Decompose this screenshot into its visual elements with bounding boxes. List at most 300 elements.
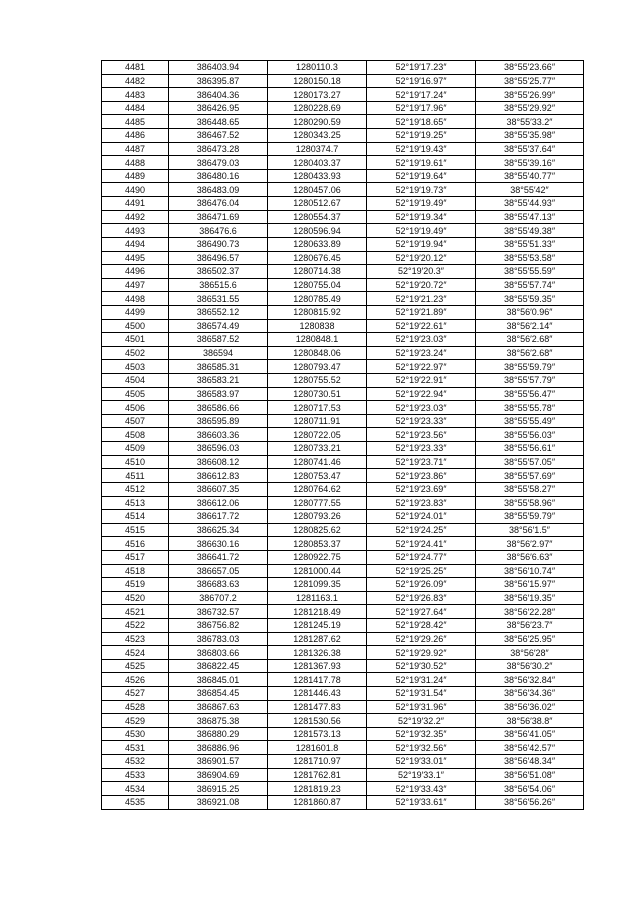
point-number-cell: 4527 bbox=[102, 687, 169, 701]
y-coordinate-cell: 1281326.38 bbox=[268, 646, 367, 660]
table-row bbox=[102, 129, 584, 143]
x-coordinate-cell: 386845.01 bbox=[169, 673, 268, 687]
x-coordinate-cell: 386901.57 bbox=[169, 755, 268, 769]
table-row bbox=[102, 482, 584, 496]
x-coordinate-cell: 386630.16 bbox=[169, 537, 268, 551]
x-coordinate-cell: 386583.97 bbox=[169, 387, 268, 401]
coordinates-table-body bbox=[102, 61, 584, 810]
longitude-cell: 38°55′25.77″ bbox=[476, 74, 584, 88]
table-row bbox=[102, 605, 584, 619]
table-row bbox=[102, 741, 584, 755]
longitude-cell: 38°56′32.84″ bbox=[476, 673, 584, 687]
table-row bbox=[102, 469, 584, 483]
x-coordinate-cell: 386467.52 bbox=[169, 129, 268, 143]
point-number-cell: 4507 bbox=[102, 414, 169, 428]
x-coordinate-cell: 386480.16 bbox=[169, 169, 268, 183]
longitude-cell: 38°56′2.68″ bbox=[476, 333, 584, 347]
y-coordinate-cell: 1280717.53 bbox=[268, 401, 367, 415]
table-row bbox=[102, 646, 584, 660]
y-coordinate-cell: 1281477.83 bbox=[268, 700, 367, 714]
point-number-cell: 4489 bbox=[102, 169, 169, 183]
longitude-cell: 38°55′37.64″ bbox=[476, 142, 584, 156]
x-coordinate-cell: 386552.12 bbox=[169, 305, 268, 319]
y-coordinate-cell: 1280714.38 bbox=[268, 265, 367, 279]
point-number-cell: 4526 bbox=[102, 673, 169, 687]
table-row bbox=[102, 251, 584, 265]
longitude-cell: 38°56′54.06″ bbox=[476, 782, 584, 796]
latitude-cell: 52°19′31.96″ bbox=[367, 700, 476, 714]
latitude-cell: 52°19′23.56″ bbox=[367, 428, 476, 442]
point-number-cell: 4515 bbox=[102, 523, 169, 537]
table-row bbox=[102, 387, 584, 401]
y-coordinate-cell: 1281367.93 bbox=[268, 659, 367, 673]
latitude-cell: 52°19′23.33″ bbox=[367, 414, 476, 428]
latitude-cell: 52°19′23.03″ bbox=[367, 333, 476, 347]
point-number-cell: 4503 bbox=[102, 360, 169, 374]
point-number-cell: 4501 bbox=[102, 333, 169, 347]
y-coordinate-cell: 1280676.45 bbox=[268, 251, 367, 265]
longitude-cell: 38°55′40.77″ bbox=[476, 169, 584, 183]
y-coordinate-cell: 1280596.94 bbox=[268, 224, 367, 238]
table-row bbox=[102, 197, 584, 211]
x-coordinate-cell: 386476.04 bbox=[169, 197, 268, 211]
table-row bbox=[102, 687, 584, 701]
latitude-cell: 52°19′19.49″ bbox=[367, 197, 476, 211]
x-coordinate-cell: 386473.28 bbox=[169, 142, 268, 156]
y-coordinate-cell: 1280722.05 bbox=[268, 428, 367, 442]
latitude-cell: 52°19′33.43″ bbox=[367, 782, 476, 796]
point-number-cell: 4531 bbox=[102, 741, 169, 755]
y-coordinate-cell: 1281417.78 bbox=[268, 673, 367, 687]
y-coordinate-cell: 1281601.8 bbox=[268, 741, 367, 755]
y-coordinate-cell: 1281446.43 bbox=[268, 687, 367, 701]
longitude-cell: 38°56′0.96″ bbox=[476, 305, 584, 319]
point-number-cell: 4508 bbox=[102, 428, 169, 442]
point-number-cell: 4528 bbox=[102, 700, 169, 714]
latitude-cell: 52°19′21.23″ bbox=[367, 292, 476, 306]
y-coordinate-cell: 1280711.91 bbox=[268, 414, 367, 428]
longitude-cell: 38°55′59.35″ bbox=[476, 292, 584, 306]
y-coordinate-cell: 1280343.25 bbox=[268, 129, 367, 143]
longitude-cell: 38°56′38.8″ bbox=[476, 714, 584, 728]
table-row bbox=[102, 537, 584, 551]
x-coordinate-cell: 386583.21 bbox=[169, 374, 268, 388]
x-coordinate-cell: 386756.82 bbox=[169, 618, 268, 632]
x-coordinate-cell: 386612.83 bbox=[169, 469, 268, 483]
x-coordinate-cell: 386574.49 bbox=[169, 319, 268, 333]
point-number-cell: 4521 bbox=[102, 605, 169, 619]
x-coordinate-cell: 386595.89 bbox=[169, 414, 268, 428]
point-number-cell: 4504 bbox=[102, 374, 169, 388]
x-coordinate-cell: 386594 bbox=[169, 346, 268, 360]
latitude-cell: 52°19′23.86″ bbox=[367, 469, 476, 483]
point-number-cell: 4499 bbox=[102, 305, 169, 319]
longitude-cell: 38°55′55.49″ bbox=[476, 414, 584, 428]
point-number-cell: 4502 bbox=[102, 346, 169, 360]
table-row bbox=[102, 496, 584, 510]
x-coordinate-cell: 386471.69 bbox=[169, 210, 268, 224]
longitude-cell: 38°55′55.78″ bbox=[476, 401, 584, 415]
x-coordinate-cell: 386515.6 bbox=[169, 278, 268, 292]
point-number-cell: 4523 bbox=[102, 632, 169, 646]
x-coordinate-cell: 386404.36 bbox=[169, 88, 268, 102]
table-row bbox=[102, 455, 584, 469]
longitude-cell: 38°55′56.61″ bbox=[476, 442, 584, 456]
latitude-cell: 52°19′23.24″ bbox=[367, 346, 476, 360]
longitude-cell: 38°55′33.2″ bbox=[476, 115, 584, 129]
longitude-cell: 38°56′51.08″ bbox=[476, 768, 584, 782]
point-number-cell: 4529 bbox=[102, 714, 169, 728]
latitude-cell: 52°19′19.49″ bbox=[367, 224, 476, 238]
y-coordinate-cell: 1280512.67 bbox=[268, 197, 367, 211]
y-coordinate-cell: 1280741.46 bbox=[268, 455, 367, 469]
y-coordinate-cell: 1280433.93 bbox=[268, 169, 367, 183]
longitude-cell: 38°55′57.69″ bbox=[476, 469, 584, 483]
y-coordinate-cell: 1281530.56 bbox=[268, 714, 367, 728]
point-number-cell: 4505 bbox=[102, 387, 169, 401]
point-number-cell: 4487 bbox=[102, 142, 169, 156]
table-row bbox=[102, 414, 584, 428]
y-coordinate-cell: 1280753.47 bbox=[268, 469, 367, 483]
latitude-cell: 52°19′32.2″ bbox=[367, 714, 476, 728]
table-row bbox=[102, 360, 584, 374]
latitude-cell: 52°19′24.25″ bbox=[367, 523, 476, 537]
longitude-cell: 38°56′42.57″ bbox=[476, 741, 584, 755]
latitude-cell: 52°19′22.91″ bbox=[367, 374, 476, 388]
latitude-cell: 52°19′29.92″ bbox=[367, 646, 476, 660]
latitude-cell: 52°19′19.64″ bbox=[367, 169, 476, 183]
longitude-cell: 38°56′22.28″ bbox=[476, 605, 584, 619]
point-number-cell: 4485 bbox=[102, 115, 169, 129]
latitude-cell: 52°19′32.56″ bbox=[367, 741, 476, 755]
y-coordinate-cell: 1281245.19 bbox=[268, 618, 367, 632]
table-row bbox=[102, 156, 584, 170]
table-row bbox=[102, 795, 584, 809]
coordinates-table bbox=[101, 60, 584, 810]
x-coordinate-cell: 386403.94 bbox=[169, 61, 268, 75]
longitude-cell: 38°56′56.26″ bbox=[476, 795, 584, 809]
point-number-cell: 4518 bbox=[102, 564, 169, 578]
latitude-cell: 52°19′25.25″ bbox=[367, 564, 476, 578]
x-coordinate-cell: 386854.45 bbox=[169, 687, 268, 701]
longitude-cell: 38°55′59.79″ bbox=[476, 510, 584, 524]
table-row bbox=[102, 292, 584, 306]
longitude-cell: 38°55′47.13″ bbox=[476, 210, 584, 224]
table-row bbox=[102, 169, 584, 183]
latitude-cell: 52°19′24.77″ bbox=[367, 550, 476, 564]
latitude-cell: 52°19′28.42″ bbox=[367, 618, 476, 632]
table-row bbox=[102, 673, 584, 687]
x-coordinate-cell: 386490.73 bbox=[169, 237, 268, 251]
latitude-cell: 52°19′18.65″ bbox=[367, 115, 476, 129]
y-coordinate-cell: 1281218.49 bbox=[268, 605, 367, 619]
point-number-cell: 4494 bbox=[102, 237, 169, 251]
longitude-cell: 38°55′35.98″ bbox=[476, 129, 584, 143]
latitude-cell: 52°19′20.72″ bbox=[367, 278, 476, 292]
longitude-cell: 38°56′1.5″ bbox=[476, 523, 584, 537]
table-row bbox=[102, 550, 584, 564]
point-number-cell: 4488 bbox=[102, 156, 169, 170]
y-coordinate-cell: 1280848.06 bbox=[268, 346, 367, 360]
latitude-cell: 52°19′31.54″ bbox=[367, 687, 476, 701]
table-row bbox=[102, 374, 584, 388]
y-coordinate-cell: 1280755.52 bbox=[268, 374, 367, 388]
x-coordinate-cell: 386921.08 bbox=[169, 795, 268, 809]
x-coordinate-cell: 386707.2 bbox=[169, 591, 268, 605]
table-row bbox=[102, 346, 584, 360]
y-coordinate-cell: 1280777.55 bbox=[268, 496, 367, 510]
longitude-cell: 38°56′2.68″ bbox=[476, 346, 584, 360]
latitude-cell: 52°19′17.23″ bbox=[367, 61, 476, 75]
point-number-cell: 4481 bbox=[102, 61, 169, 75]
longitude-cell: 38°55′39.16″ bbox=[476, 156, 584, 170]
latitude-cell: 52°19′23.03″ bbox=[367, 401, 476, 415]
y-coordinate-cell: 1281819.23 bbox=[268, 782, 367, 796]
table-row bbox=[102, 101, 584, 115]
y-coordinate-cell: 1280110.3 bbox=[268, 61, 367, 75]
table-row bbox=[102, 591, 584, 605]
point-number-cell: 4517 bbox=[102, 550, 169, 564]
latitude-cell: 52°19′19.94″ bbox=[367, 237, 476, 251]
latitude-cell: 52°19′32.35″ bbox=[367, 727, 476, 741]
point-number-cell: 4509 bbox=[102, 442, 169, 456]
x-coordinate-cell: 386608.12 bbox=[169, 455, 268, 469]
table-row bbox=[102, 523, 584, 537]
table-row bbox=[102, 265, 584, 279]
x-coordinate-cell: 386607.35 bbox=[169, 482, 268, 496]
longitude-cell: 38°55′58.96″ bbox=[476, 496, 584, 510]
latitude-cell: 52°19′22.94″ bbox=[367, 387, 476, 401]
x-coordinate-cell: 386683.63 bbox=[169, 578, 268, 592]
longitude-cell: 38°55′58.27″ bbox=[476, 482, 584, 496]
y-coordinate-cell: 1280785.49 bbox=[268, 292, 367, 306]
longitude-cell: 38°55′42″ bbox=[476, 183, 584, 197]
x-coordinate-cell: 386476.6 bbox=[169, 224, 268, 238]
y-coordinate-cell: 1280290.59 bbox=[268, 115, 367, 129]
y-coordinate-cell: 1281573.13 bbox=[268, 727, 367, 741]
y-coordinate-cell: 1280730.51 bbox=[268, 387, 367, 401]
table-row bbox=[102, 768, 584, 782]
latitude-cell: 52°19′19.34″ bbox=[367, 210, 476, 224]
y-coordinate-cell: 1281762.81 bbox=[268, 768, 367, 782]
x-coordinate-cell: 386657.05 bbox=[169, 564, 268, 578]
latitude-cell: 52°19′33.1″ bbox=[367, 768, 476, 782]
table-row bbox=[102, 142, 584, 156]
longitude-cell: 38°56′23.7″ bbox=[476, 618, 584, 632]
longitude-cell: 38°56′25.95″ bbox=[476, 632, 584, 646]
y-coordinate-cell: 1281287.62 bbox=[268, 632, 367, 646]
table-row bbox=[102, 74, 584, 88]
longitude-cell: 38°56′41.05″ bbox=[476, 727, 584, 741]
point-number-cell: 4524 bbox=[102, 646, 169, 660]
y-coordinate-cell: 1280853.37 bbox=[268, 537, 367, 551]
y-coordinate-cell: 1280150.18 bbox=[268, 74, 367, 88]
x-coordinate-cell: 386617.72 bbox=[169, 510, 268, 524]
latitude-cell: 52°19′19.25″ bbox=[367, 129, 476, 143]
longitude-cell: 38°56′48.34″ bbox=[476, 755, 584, 769]
longitude-cell: 38°55′59.79″ bbox=[476, 360, 584, 374]
y-coordinate-cell: 1280815.92 bbox=[268, 305, 367, 319]
y-coordinate-cell: 1280848.1 bbox=[268, 333, 367, 347]
y-coordinate-cell: 1280793.47 bbox=[268, 360, 367, 374]
table-row bbox=[102, 401, 584, 415]
latitude-cell: 52°19′20.12″ bbox=[367, 251, 476, 265]
point-number-cell: 4516 bbox=[102, 537, 169, 551]
table-row bbox=[102, 564, 584, 578]
table-row bbox=[102, 510, 584, 524]
x-coordinate-cell: 386822.45 bbox=[169, 659, 268, 673]
longitude-cell: 38°56′30.2″ bbox=[476, 659, 584, 673]
table-row bbox=[102, 278, 584, 292]
point-number-cell: 4511 bbox=[102, 469, 169, 483]
x-coordinate-cell: 386625.34 bbox=[169, 523, 268, 537]
latitude-cell: 52°19′24.01″ bbox=[367, 510, 476, 524]
point-number-cell: 4519 bbox=[102, 578, 169, 592]
table-row bbox=[102, 782, 584, 796]
point-number-cell: 4482 bbox=[102, 74, 169, 88]
latitude-cell: 52°19′33.01″ bbox=[367, 755, 476, 769]
table-row bbox=[102, 305, 584, 319]
table-row bbox=[102, 727, 584, 741]
latitude-cell: 52°19′19.61″ bbox=[367, 156, 476, 170]
longitude-cell: 38°55′57.74″ bbox=[476, 278, 584, 292]
point-number-cell: 4498 bbox=[102, 292, 169, 306]
table-row bbox=[102, 755, 584, 769]
y-coordinate-cell: 1281000.44 bbox=[268, 564, 367, 578]
point-number-cell: 4530 bbox=[102, 727, 169, 741]
y-coordinate-cell: 1280403.37 bbox=[268, 156, 367, 170]
point-number-cell: 4495 bbox=[102, 251, 169, 265]
longitude-cell: 38°55′23.66″ bbox=[476, 61, 584, 75]
point-number-cell: 4492 bbox=[102, 210, 169, 224]
point-number-cell: 4522 bbox=[102, 618, 169, 632]
longitude-cell: 38°55′53.58″ bbox=[476, 251, 584, 265]
table-row bbox=[102, 578, 584, 592]
longitude-cell: 38°55′51.33″ bbox=[476, 237, 584, 251]
latitude-cell: 52°19′23.69″ bbox=[367, 482, 476, 496]
latitude-cell: 52°19′30.52″ bbox=[367, 659, 476, 673]
latitude-cell: 52°19′22.97″ bbox=[367, 360, 476, 374]
point-number-cell: 4497 bbox=[102, 278, 169, 292]
point-number-cell: 4506 bbox=[102, 401, 169, 415]
x-coordinate-cell: 386596.03 bbox=[169, 442, 268, 456]
longitude-cell: 38°56′10.74″ bbox=[476, 564, 584, 578]
longitude-cell: 38°56′34.36″ bbox=[476, 687, 584, 701]
table-row bbox=[102, 61, 584, 75]
x-coordinate-cell: 386904.69 bbox=[169, 768, 268, 782]
x-coordinate-cell: 386585.31 bbox=[169, 360, 268, 374]
table-row bbox=[102, 88, 584, 102]
longitude-cell: 38°56′15.97″ bbox=[476, 578, 584, 592]
latitude-cell: 52°19′23.71″ bbox=[367, 455, 476, 469]
latitude-cell: 52°19′26.83″ bbox=[367, 591, 476, 605]
point-number-cell: 4493 bbox=[102, 224, 169, 238]
x-coordinate-cell: 386803.66 bbox=[169, 646, 268, 660]
point-number-cell: 4490 bbox=[102, 183, 169, 197]
table-row bbox=[102, 115, 584, 129]
latitude-cell: 52°19′19.43″ bbox=[367, 142, 476, 156]
longitude-cell: 38°56′2.97″ bbox=[476, 537, 584, 551]
table-row bbox=[102, 237, 584, 251]
y-coordinate-cell: 1280228.69 bbox=[268, 101, 367, 115]
latitude-cell: 52°19′20.3″ bbox=[367, 265, 476, 279]
y-coordinate-cell: 1281163.1 bbox=[268, 591, 367, 605]
y-coordinate-cell: 1280764.62 bbox=[268, 482, 367, 496]
latitude-cell: 52°19′23.33″ bbox=[367, 442, 476, 456]
point-number-cell: 4486 bbox=[102, 129, 169, 143]
longitude-cell: 38°55′29.92″ bbox=[476, 101, 584, 115]
table-row bbox=[102, 632, 584, 646]
x-coordinate-cell: 386496.57 bbox=[169, 251, 268, 265]
point-number-cell: 4535 bbox=[102, 795, 169, 809]
point-number-cell: 4491 bbox=[102, 197, 169, 211]
y-coordinate-cell: 1280374.7 bbox=[268, 142, 367, 156]
point-number-cell: 4484 bbox=[102, 101, 169, 115]
x-coordinate-cell: 386867.63 bbox=[169, 700, 268, 714]
x-coordinate-cell: 386603.36 bbox=[169, 428, 268, 442]
longitude-cell: 38°56′6.63″ bbox=[476, 550, 584, 564]
latitude-cell: 52°19′26.09″ bbox=[367, 578, 476, 592]
table-row bbox=[102, 700, 584, 714]
y-coordinate-cell: 1280457.06 bbox=[268, 183, 367, 197]
longitude-cell: 38°55′56.47″ bbox=[476, 387, 584, 401]
x-coordinate-cell: 386875.38 bbox=[169, 714, 268, 728]
latitude-cell: 52°19′22.61″ bbox=[367, 319, 476, 333]
x-coordinate-cell: 386886.96 bbox=[169, 741, 268, 755]
latitude-cell: 52°19′31.24″ bbox=[367, 673, 476, 687]
table-row bbox=[102, 714, 584, 728]
table-row bbox=[102, 659, 584, 673]
longitude-cell: 38°55′49.38″ bbox=[476, 224, 584, 238]
latitude-cell: 52°19′17.24″ bbox=[367, 88, 476, 102]
latitude-cell: 52°19′29.26″ bbox=[367, 632, 476, 646]
latitude-cell: 52°19′17.96″ bbox=[367, 101, 476, 115]
x-coordinate-cell: 386395.87 bbox=[169, 74, 268, 88]
table-row bbox=[102, 224, 584, 238]
latitude-cell: 52°19′33.61″ bbox=[367, 795, 476, 809]
longitude-cell: 38°55′26.99″ bbox=[476, 88, 584, 102]
point-number-cell: 4500 bbox=[102, 319, 169, 333]
y-coordinate-cell: 1281860.87 bbox=[268, 795, 367, 809]
longitude-cell: 38°56′28″ bbox=[476, 646, 584, 660]
point-number-cell: 4496 bbox=[102, 265, 169, 279]
point-number-cell: 4483 bbox=[102, 88, 169, 102]
table-row bbox=[102, 319, 584, 333]
y-coordinate-cell: 1280755.04 bbox=[268, 278, 367, 292]
x-coordinate-cell: 386783.03 bbox=[169, 632, 268, 646]
longitude-cell: 38°55′57.05″ bbox=[476, 455, 584, 469]
latitude-cell: 52°19′27.64″ bbox=[367, 605, 476, 619]
y-coordinate-cell: 1280922.75 bbox=[268, 550, 367, 564]
y-coordinate-cell: 1281099.35 bbox=[268, 578, 367, 592]
longitude-cell: 38°55′44.93″ bbox=[476, 197, 584, 211]
y-coordinate-cell: 1280173.27 bbox=[268, 88, 367, 102]
y-coordinate-cell: 1280825.62 bbox=[268, 523, 367, 537]
x-coordinate-cell: 386915.25 bbox=[169, 782, 268, 796]
point-number-cell: 4532 bbox=[102, 755, 169, 769]
point-number-cell: 4510 bbox=[102, 455, 169, 469]
table-row bbox=[102, 333, 584, 347]
table-row bbox=[102, 618, 584, 632]
y-coordinate-cell: 1280733.21 bbox=[268, 442, 367, 456]
x-coordinate-cell: 386587.52 bbox=[169, 333, 268, 347]
x-coordinate-cell: 386732.57 bbox=[169, 605, 268, 619]
x-coordinate-cell: 386880.29 bbox=[169, 727, 268, 741]
y-coordinate-cell: 1280838 bbox=[268, 319, 367, 333]
x-coordinate-cell: 386586.66 bbox=[169, 401, 268, 415]
latitude-cell: 52°19′23.83″ bbox=[367, 496, 476, 510]
longitude-cell: 38°56′19.35″ bbox=[476, 591, 584, 605]
